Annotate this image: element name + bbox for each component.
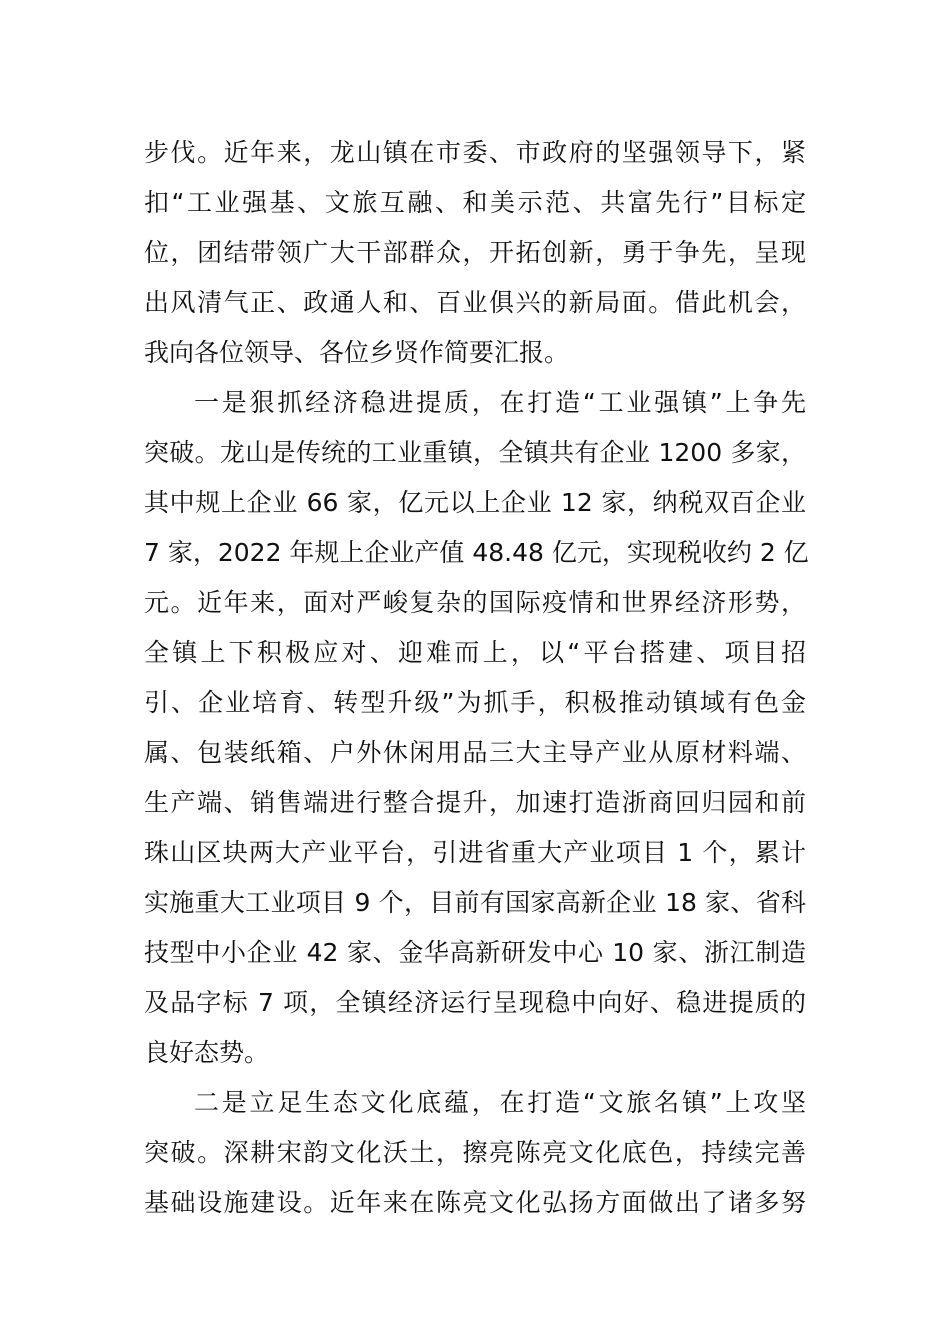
text-line: 一是狠抓经济稳进提质，在打造“工业强镇”上争先: [194, 388, 806, 417]
text-line: 扣“工业强基、文旅互融、和美示范、共富先行”目标定: [144, 188, 806, 217]
paragraph-1: [144, 128, 806, 378]
text-line: 良好态势。: [144, 1038, 270, 1067]
text-line: 位，团结带领广大干部群众，开拓创新，勇于争先，呈现: [144, 238, 806, 267]
text-line: 7 家，2022 年规上企业产值 48.48 亿元，实现税收约 2 亿: [144, 538, 809, 567]
text-line: 引、企业培育、转型升级”为抓手，积极推动镇域有色金: [144, 688, 806, 717]
text-line: 实施重大工业项目 9 个，目前有国家高新企业 18 家、省科: [144, 888, 806, 917]
text-line: 出风清气正、政通人和、百业俱兴的新局面。借此机会，: [144, 288, 806, 317]
document-body: [144, 128, 809, 1228]
text-line: 二是立足生态文化底蕴，在打造“文旅名镇”上攻坚: [194, 1088, 806, 1117]
text-line: 基础设施建设。近年来在陈亮文化弘扬方面做出了诸多努: [144, 1188, 806, 1217]
text-line: 我向各位领导、各位乡贤作简要汇报。: [144, 338, 570, 367]
text-line: 突破。深耕宋韵文化沃土，擦亮陈亮文化底色，持续完善: [144, 1138, 806, 1167]
text-line: 步伐。近年来，龙山镇在市委、市政府的坚强领导下，紧: [144, 138, 806, 167]
text-line: 其中规上企业 66 家，亿元以上企业 12 家，纳税双百企业: [144, 488, 806, 517]
text-line: 珠山区块两大产业平台，引进省重大产业项目 1 个，累计: [144, 838, 806, 867]
text-line: 生产端、销售端进行整合提升，加速打造浙商回归园和前: [144, 788, 806, 817]
paragraph-3: [144, 1078, 806, 1228]
text-line: 技型中小企业 42 家、金华高新研发中心 10 家、浙江制造: [144, 938, 806, 967]
text-line: 属、包装纸箱、户外休闲用品三大主导产业从原材料端、: [144, 738, 806, 767]
text-line: 突破。龙山是传统的工业重镇，全镇共有企业 1200 多家，: [144, 438, 806, 467]
text-line: 及品字标 7 项，全镇经济运行呈现稳中向好、稳进提质的: [144, 988, 806, 1017]
text-line: 全镇上下积极应对、迎难而上，以“平台搭建、项目招: [144, 638, 806, 667]
text-line: 元。近年来，面对严峻复杂的国际疫情和世界经济形势，: [144, 588, 806, 617]
paragraph-2: [144, 378, 809, 1078]
